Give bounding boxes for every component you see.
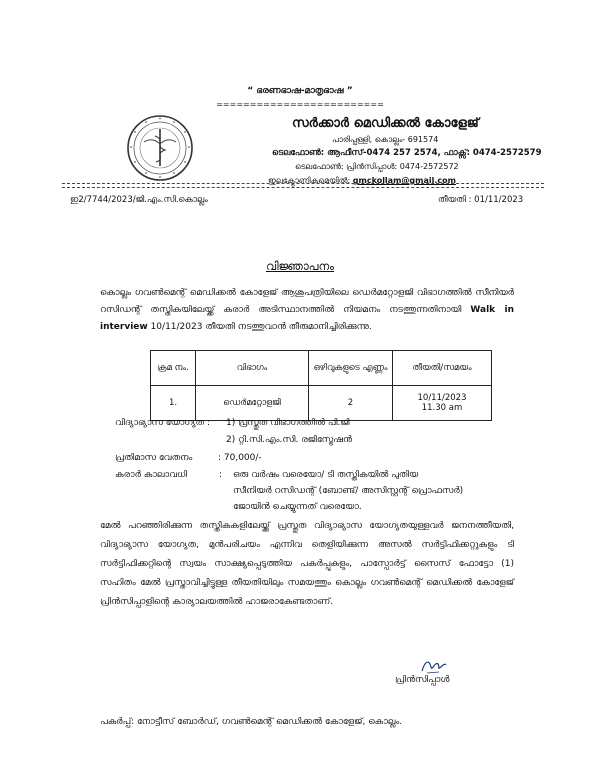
qualification-item-1: 1) പ്രസ്തുത വിഭാഗത്തിൽ പി.ജി	[226, 418, 350, 428]
vacancy-table	[150, 350, 492, 421]
col-sl: ക്രമ നം.	[151, 351, 196, 386]
contract-colon: :	[219, 470, 223, 480]
org-address: പാരിപ്പള്ളി, കൊല്ലം- 691574	[332, 135, 439, 144]
intro-text-start: കൊല്ലം ഗവൺമെന്റ് മെഡിക്കൽ കോളേജ് ആശുപത്രിയിലെ ഡെർമറ്റോളജി വിഭാഗത്തിൽ സീനിയർ റസിഡന്റ് തസ്തികയിലേയ്ക്ക് കരാർ അടിസ്ഥാനത്തിൽ നിയമനം നടത്തുന്നതിനായി	[100, 288, 514, 315]
copy-to: പകർപ്പ്: നോട്ടീസ് ബോർഡ്, ഗവൺമെന്റ് മെഡിക്കൽ കോളേജ്, കൊല്ലം.	[100, 717, 403, 727]
row-sl: 1.	[151, 386, 196, 421]
qualification-item-2: 2) റ്റി.സി.എം.സി. രജിസ്ട്രേഷൻ	[226, 435, 352, 445]
contract-line-2: സീനിയർ റസിഡന്റ് (ബോണ്ട്/ അസിസ്റ്റന്റ് പ്രൊഫസർ)	[233, 486, 464, 496]
row-date: 10/11/2023	[417, 393, 467, 403]
header-divider-secondary	[62, 187, 544, 189]
col-vacancies: ഒഴിവുകളുടെ എണ്ണം	[309, 351, 393, 386]
motto-underline: =========================	[216, 100, 384, 109]
closing-paragraph: മേൽ പറഞ്ഞിരിക്കുന്ന തസ്തികകളിലേയ്ക്ക് പ്രസ്തുത വിദ്യാഭ്യാസ യോഗ്യതയുള്ളവർ ജനനത്തീയതി, വിദ്യാഭ്യാസ യോഗ്യത, മുൻപരിചയം എന്നിവ തെളിയിക്കുന്ന അസൽ സർട്ടിഫിക്കറ്റുകളും ടി സർട്ടിഫിക്കറ്റിന്റെ സ്വയം സാക്ഷ്യപ്പെടുത്തിയ പകർപ്പുകളും, പാസ്പോർട്ട് സൈസ് ഫോട്ടോ (1) സഹിതം മേൽ പ്രസ്താവിച്ചിട്ടുള്ള തീയതിയിലും സമയത്തും കൊല്ലം ഗവൺമെന്റ് മെഡിക്കൽ കോളേജ് പ്രിൻസിപ്പാളിന്റെ കാര്യാലയത്തിൽ ഹാജരാകേണ്ടതാണ്.	[100, 521, 514, 607]
motto: “ ഭരണഭാഷ-മാതൃഭാഷ ”	[247, 86, 353, 96]
contract-line-1: ഒരു വർഷം വരെയോ/ ടി തസ്തികയിൽ പുതിയ	[233, 470, 419, 480]
table-row	[151, 386, 492, 421]
header-divider	[62, 183, 544, 185]
col-datetime: തീയതി/സമയം	[393, 351, 492, 386]
notice-title-text: വിജ്ഞാപനം	[265, 259, 335, 273]
table-header-row	[151, 351, 492, 386]
office-phone-fax: ടെലഫോൺ: ആഫീസ്-0474 257 2574, ഫാക്സ്: 0474-2572579	[272, 148, 542, 158]
contract-label: കരാർ കാലാവധി	[115, 470, 187, 480]
row-vacancies: 2	[309, 386, 393, 421]
signature-icon	[419, 655, 447, 677]
contract-line-3: ജോയിൻ ചെയ്യുന്നത് വരെയോ.	[233, 502, 362, 512]
intro-text-end: 10/11/2023 തീയതി നടത്തുവാൻ തീരുമാനിച്ചിരിക്കുന്നു.	[147, 322, 372, 332]
intro-paragraph	[100, 285, 514, 336]
college-emblem-icon	[126, 114, 194, 182]
salary-label: പ്രതിമാസ വേതനം	[115, 453, 193, 463]
email-label: ഇലക്ട്രോണികമെയിൽ:	[268, 176, 353, 185]
issue-date: തീയതി : 01/11/2023	[438, 195, 524, 205]
notice-title	[0, 259, 600, 274]
salary-value: : 70,000/-	[218, 453, 262, 463]
qualification-label: വിദ്യാഭ്യാസ യോഗ്യത :	[115, 418, 211, 428]
row-time: 11.30 am	[421, 403, 463, 413]
reference-number: ഇ2/7744/2023/ജി.എം.സി.കൊല്ലം	[70, 195, 208, 205]
org-name: സർക്കാർ മെഡിക്കൽ കോളേജ്	[292, 116, 479, 131]
col-dept: വിഭാഗം	[196, 351, 309, 386]
principal-phone: ടെലഫോൺ: പ്രിൻസിപ്പാൾ: 0474-2572572	[295, 162, 459, 171]
email-link[interactable]: gmckollam@gmail.com	[352, 176, 456, 185]
intro-walkin: Walk in interview	[100, 305, 514, 332]
row-dept: ഡെർമറ്റോളജി	[196, 386, 309, 421]
row-datetime	[393, 386, 492, 421]
signatory-title: പ്രിൻസിപ്പാൾ	[395, 675, 450, 685]
